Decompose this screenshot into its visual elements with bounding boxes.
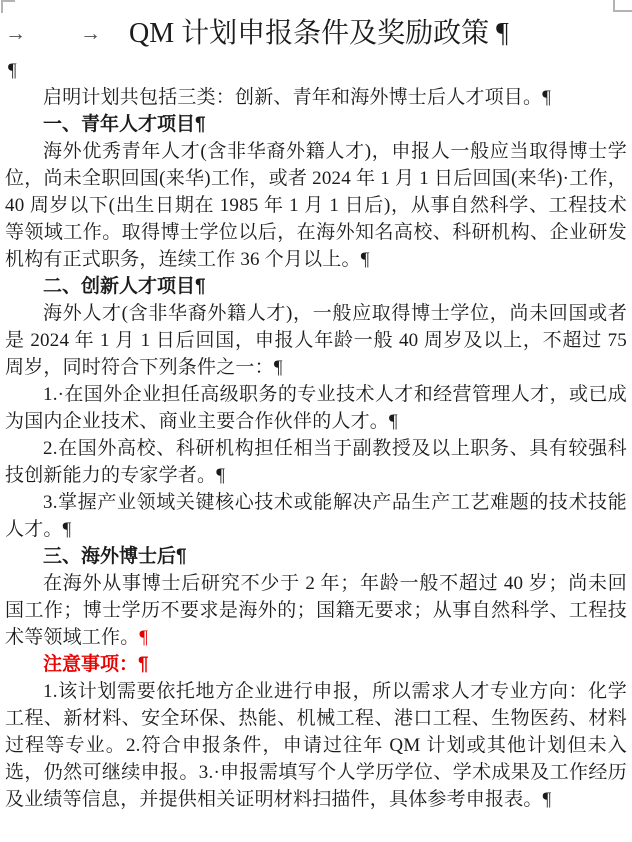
heading-young-talent[interactable] (5, 111, 627, 138)
document-title[interactable] (5, 10, 627, 57)
paragraph-text: 2.在国外高校、科研机构担任相当于副教授及以上职务、具有较强科技创新能力的专家学者。 (5, 438, 627, 486)
paragraph-mark-icon: ¶ (216, 465, 226, 486)
paragraph-mark-icon: ¶ (195, 276, 206, 297)
paragraph-text: 海外人才(含非华裔外籍人才)，一般应取得博士学位，尚未回国或者是 2024 年 1 月 1 日后回国，申报人年龄一般 40 周岁及以上，不超过 75 周岁，同时符合下列条件之一： (5, 303, 627, 378)
paragraph-mark-icon: ¶ (542, 789, 552, 810)
paragraph-mark-icon: ¶ (496, 18, 509, 49)
paragraph-text: 启明计划共包括三类：创新、青年和海外博士后人才项目。 (43, 87, 543, 108)
paragraph-mark-icon: ¶ (139, 627, 149, 648)
heading-text: 三、海外博士后 (43, 546, 177, 567)
paragraph-text: 1.该计划需要依托地方企业进行申报，所以需求人才专业方向：化学工程、新材料、安全环保、热能、机械工程、港口工程、生物医药、材料过程等专业。2.符合申报条件，申请过往年 QM 计划或其他计划但未入选，仍然可继续申报。3.·申报需填写个人学历学位、学术成果及工作经历及业绩等信息，并提供相关证明材料扫描件，具体参考申报表。 (5, 681, 627, 810)
heading-text: 二、创新人才项目 (43, 276, 196, 297)
empty-paragraph[interactable] (5, 57, 627, 84)
paragraph-mark-icon: ¶ (176, 546, 187, 567)
title-text: QM 计划申报条件及奖励政策 (129, 18, 490, 49)
paragraph-mark-icon: ¶ (273, 357, 283, 378)
paragraph-notes[interactable] (5, 678, 627, 813)
heading-notes[interactable] (5, 651, 627, 678)
paragraph-text: 1.·在国外企业担任高级职务的专业技术人才和经营管理人才，或已成为国内企业技术、商业主要合作伙伴的人才。 (5, 384, 627, 432)
heading-overseas-postdoc[interactable] (5, 543, 627, 570)
paragraph-innovation-intro[interactable] (5, 300, 627, 381)
tab-mark-icon: → (5, 21, 26, 45)
paragraph-text: 3.掌握产业领域关键核心技术或能解决产品生产工艺难题的技术技能人才。 (5, 492, 627, 540)
paragraph-mark-icon: ¶ (389, 411, 398, 432)
paragraph-mark-icon: ¶ (195, 114, 206, 135)
paragraph-overseas-postdoc[interactable] (5, 570, 627, 651)
paragraph-text: 海外优秀青年人才(含非华裔外籍人才)，申报人一般应当取得博士学位，尚未全职回国(来华)工作，或者 2024 年 1 月 1 日后回国(来华)·工作，40 周岁以下(出生日期在 1985 年 1 月 1 日后)，从事自然科学、工程技术等领域工作。取得博士学位以后，在海外知名高校、科研机构、企业研发机构有正式职务，连续工作 36 个月以上。 (5, 141, 627, 270)
paragraph-intro[interactable] (5, 84, 627, 111)
paragraph-condition-3[interactable] (5, 489, 627, 543)
paragraph-condition-1[interactable] (5, 381, 627, 435)
paragraph-young-talent[interactable] (5, 138, 627, 273)
paragraph-mark-icon: ¶ (542, 87, 552, 108)
crop-mark-top-left (1, 0, 15, 13)
paragraph-condition-2[interactable] (5, 435, 627, 489)
paragraph-text: 在海外从事博士后研究不少于 2 年；年龄一般不超过 40 岁；尚未回国工作；博士学历不要求是海外的；国籍无要求；从事自然科学、工程技术等领域工作。 (5, 573, 627, 648)
heading-text: 注意事项： (43, 654, 139, 675)
heading-text: 一、青年人才项目 (43, 114, 196, 135)
paragraph-mark-icon: ¶ (62, 519, 72, 540)
paragraph-mark-icon: ¶ (138, 654, 149, 675)
tab-mark-icon: → (80, 21, 101, 45)
heading-innovation-talent[interactable] (5, 273, 627, 300)
crop-mark-top-right (613, 0, 632, 12)
paragraph-mark-icon: ¶ (360, 249, 370, 270)
paragraph-mark-icon: ¶ (8, 60, 17, 81)
